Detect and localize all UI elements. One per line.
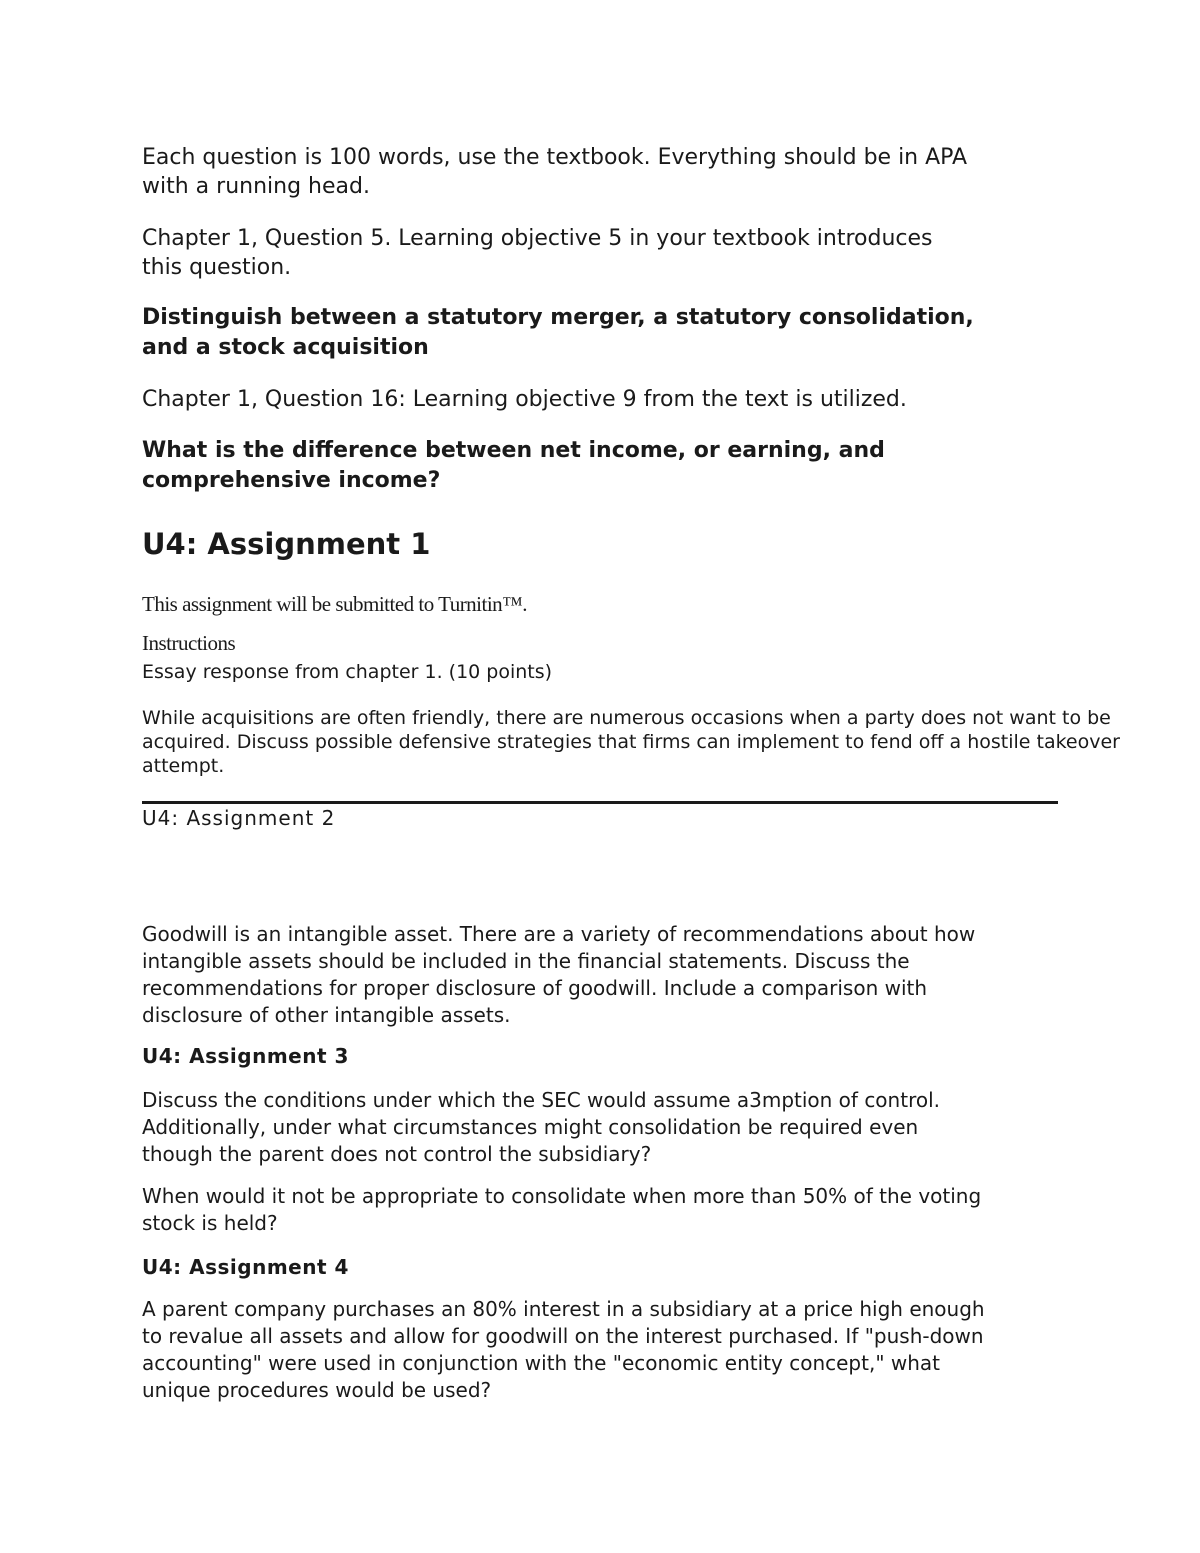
assignment-1-body — [142, 706, 1162, 778]
assignment-3-heading: U4: Assignment 3 — [142, 1044, 349, 1068]
turnitin-note: This assignment will be submitted to Turnitin™. — [142, 592, 528, 616]
assignment-2-body-line: disclosure of other intangible assets. — [142, 1003, 511, 1027]
question-16-paragraph — [142, 385, 1082, 414]
assignment-2-body-line: Goodwill is an intangible asset. There are a variety of recommendations about how — [142, 922, 976, 946]
assignment-3-body-line: Discuss the conditions under which the SEC would assume a3mption of control. — [142, 1088, 940, 1112]
question-5-prompt-line: Distinguish between a statutory merger, a statutory consolidation, — [142, 305, 974, 330]
assignment-4-body-line: A parent company purchases an 80% interest in a subsidiary at a price high enough — [142, 1297, 985, 1321]
assignment-4-body — [142, 1296, 1062, 1404]
assignment-4-body-line: to revalue all assets and allow for goodwill on the interest purchased. If "push-down — [142, 1324, 984, 1348]
assignment-3-paragraph-1 — [142, 1087, 1062, 1168]
question-5-prompt-line: and a stock acquisition — [142, 335, 429, 360]
assignment-1-body-line: attempt. — [142, 755, 225, 777]
question-16-prompt-line: comprehensive income? — [142, 468, 441, 493]
assignment-1-body-line: While acquisitions are often friendly, there are numerous occasions when a party does not want to be — [142, 707, 1111, 729]
assignment-2-body-line: recommendations for proper disclosure of goodwill. Include a comparison with — [142, 976, 928, 1000]
assignment-4-heading: U4: Assignment 4 — [142, 1255, 349, 1279]
instructions-label: Instructions — [142, 631, 236, 655]
assignment-2-body — [142, 921, 1062, 1029]
assignment-1-body-line: acquired. Discuss possible defensive strategies that firms can implement to fend off a hostile takeover — [142, 731, 1120, 753]
question-16-line: Chapter 1, Question 16: Learning objective 9 from the text is utilized. — [142, 387, 907, 412]
assignment-4-body-line: accounting" were used in conjunction with the "economic entity concept," what — [142, 1351, 941, 1375]
question-5-line: Chapter 1, Question 5. Learning objective 5 in your textbook introduces — [142, 226, 933, 251]
assignment-3-body-line: Additionally, under what circumstances might consolidation be required even — [142, 1115, 919, 1139]
intro-line: with a running head. — [142, 174, 370, 199]
assignment-3-body-line: though the parent does not control the subsidiary? — [142, 1142, 652, 1166]
question-5-prompt — [142, 303, 1082, 363]
intro-paragraph — [142, 143, 1082, 201]
question-5-line: this question. — [142, 255, 292, 280]
question-16-prompt — [142, 436, 1082, 496]
assignment-3-body-line: When would it not be appropriate to consolidate when more than 50% of the voting — [142, 1184, 982, 1208]
assignment-2-heading: U4: Assignment 2 — [142, 806, 336, 830]
horizontal-rule — [142, 801, 1058, 804]
assignment-1-heading: U4: Assignment 1 — [142, 527, 431, 561]
assignment-3-body-line: stock is held? — [142, 1211, 278, 1235]
assignment-4-body-line: unique procedures would be used? — [142, 1378, 492, 1402]
assignment-2-body-line: intangible assets should be included in the financial statements. Discuss the — [142, 949, 910, 973]
intro-line: Each question is 100 words, use the textbook. Everything should be in APA — [142, 145, 968, 170]
question-5-paragraph — [142, 224, 1082, 282]
assignment-3-paragraph-2 — [142, 1183, 1062, 1237]
question-16-prompt-line: What is the difference between net income, or earning, and — [142, 438, 885, 463]
essay-note: Essay response from chapter 1. (10 points) — [142, 661, 553, 683]
